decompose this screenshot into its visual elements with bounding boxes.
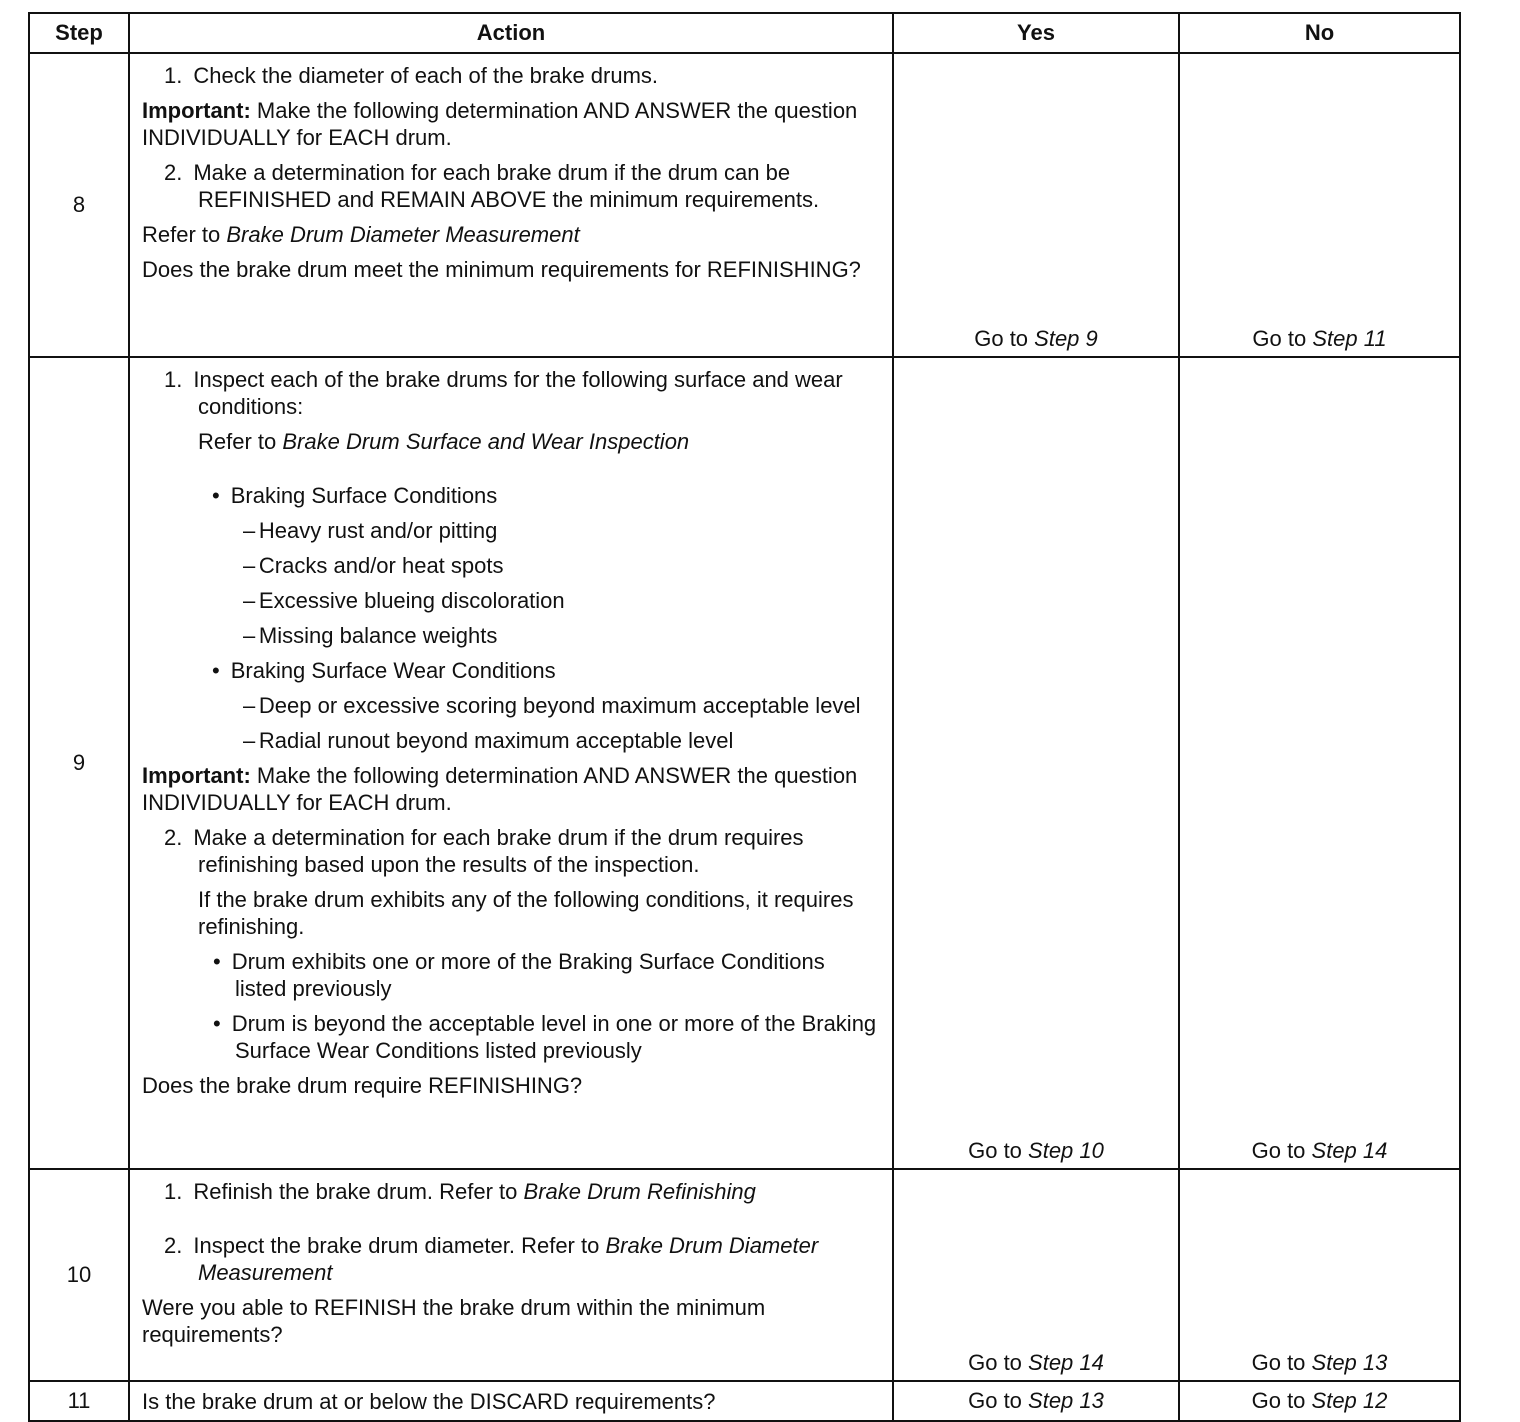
step-number: 9 — [29, 357, 129, 1169]
bullet-item: • Drum exhibits one or more of the Braking Surface Conditions listed previously — [213, 949, 825, 1001]
yes-cell: Go to Step 14 — [893, 1169, 1179, 1381]
question-text: Is the brake drum at or below the DISCARD requirements? — [142, 1388, 716, 1414]
numbered-item: 2. Inspect the brake drum diameter. Refer to Brake Drum Diameter Measurement — [164, 1233, 819, 1285]
reference-link: Brake Drum Diameter Measurement — [198, 1233, 819, 1285]
bullet-item: • Braking Surface Conditions — [212, 483, 498, 508]
header-yes: Yes — [893, 13, 1179, 53]
dash-item: – Cracks and/or heat spots — [243, 553, 504, 578]
dash-item: – Deep or excessive scoring beyond maximum acceptable level — [243, 693, 861, 718]
table-row — [29, 1381, 1460, 1421]
refer-line: Refer to Brake Drum Surface and Wear Inspection — [198, 429, 690, 454]
step-number: 8 — [29, 53, 129, 357]
refer-line: Refer to Brake Drum Diameter Measurement — [142, 222, 580, 247]
question-text: Were you able to REFINISH the brake drum within the minimum requirements? — [142, 1295, 766, 1347]
action-cell — [129, 53, 893, 357]
no-cell: Go to Step 12 — [1179, 1381, 1460, 1421]
important-note: Important: Make the following determination AND ANSWER the question INDIVIDUALLY for EACH drum. — [142, 763, 858, 815]
no-cell: Go to Step 13 — [1179, 1169, 1460, 1381]
dash-item: – Missing balance weights — [243, 623, 498, 648]
important-note: Important: Make the following determination AND ANSWER the question INDIVIDUALLY for EACH drum. — [142, 98, 858, 150]
sub-paragraph: If the brake drum exhibits any of the following conditions, it requires refinishing. — [198, 887, 854, 939]
yes-cell: Go to Step 13 — [893, 1381, 1179, 1421]
important-label: Important: — [142, 763, 251, 788]
table-row — [29, 1169, 1460, 1381]
numbered-item: 1. Refinish the brake drum. Refer to Brake Drum Refinishing — [164, 1179, 756, 1204]
header-row — [29, 13, 1460, 53]
header-step: Step — [29, 13, 129, 53]
reference-link: Brake Drum Refinishing — [523, 1179, 756, 1204]
numbered-item: 2. Make a determination for each brake drum if the drum can be REFINISHED and REMAIN ABOVE the minimum requirements. — [164, 160, 820, 212]
dash-item: – Radial runout beyond maximum acceptable level — [243, 728, 734, 753]
no-cell: Go to Step 11 — [1179, 53, 1460, 357]
step-number: 10 — [29, 1169, 129, 1381]
header-no: No — [1179, 13, 1460, 53]
no-cell: Go to Step 14 — [1179, 357, 1460, 1169]
diagnostic-table — [28, 12, 1461, 1422]
yes-cell: Go to Step 10 — [893, 357, 1179, 1169]
yes-cell: Go to Step 9 — [893, 53, 1179, 357]
dash-item: – Heavy rust and/or pitting — [243, 518, 498, 543]
question-text: Does the brake drum meet the minimum requirements for REFINISHING? — [142, 257, 861, 282]
reference-link: Brake Drum Diameter Measurement — [226, 222, 580, 247]
reference-link: Brake Drum Surface and Wear Inspection — [282, 429, 690, 454]
question-text: Does the brake drum require REFINISHING? — [142, 1073, 583, 1098]
action-cell — [129, 1381, 893, 1421]
bullet-item: • Drum is beyond the acceptable level in one or more of the Braking Surface Wear Conditions listed previously — [213, 1011, 877, 1063]
step-number: 11 — [29, 1381, 129, 1421]
numbered-item: 2. Make a determination for each brake drum if the drum requires refinishing based upon the results of the inspection. — [164, 825, 804, 877]
bullet-item: • Braking Surface Wear Conditions — [212, 658, 556, 683]
header-action: Action — [129, 13, 893, 53]
numbered-item: 1. Inspect each of the brake drums for the following surface and wear conditions: — [164, 367, 843, 419]
table-row — [29, 357, 1460, 1169]
table-row — [29, 53, 1460, 357]
action-cell — [129, 357, 893, 1169]
dash-item: – Excessive blueing discoloration — [243, 588, 565, 613]
important-label: Important: — [142, 98, 251, 123]
action-cell — [129, 1169, 893, 1381]
numbered-item: 1. Check the diameter of each of the brake drums. — [164, 63, 659, 88]
